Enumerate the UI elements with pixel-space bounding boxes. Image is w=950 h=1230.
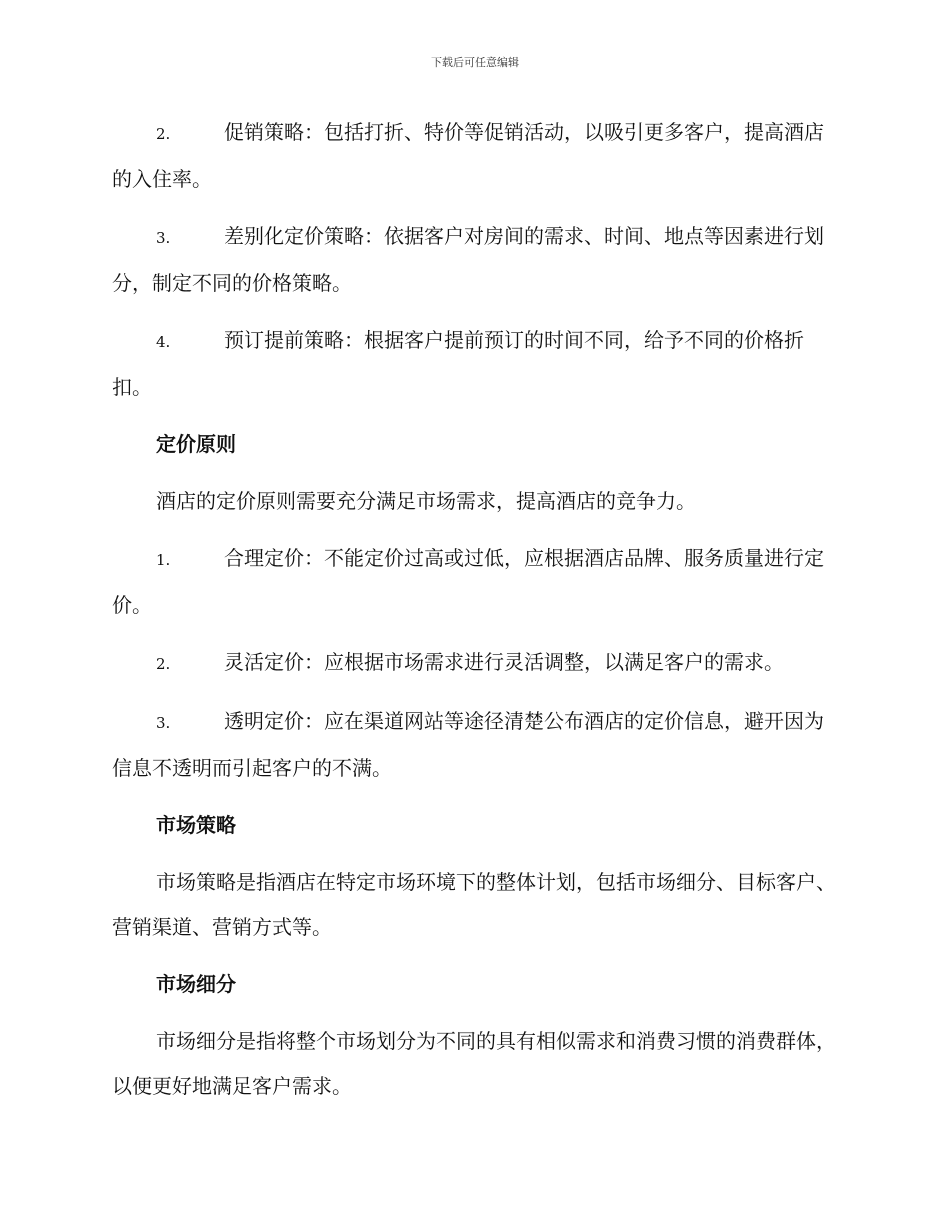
header-note: 下载后可任意编辑: [431, 56, 519, 69]
list-text: 差别化定价策略：依据客户对房间的需求、时间、地点等因素进行划分，制定不同的价格策略。: [112, 224, 824, 295]
list-item: [112, 214, 837, 306]
list-item: [112, 318, 837, 410]
list-item: [112, 640, 837, 687]
list-text: 透明定价：应在渠道网站等途径清楚公布酒店的定价信息，避开因为信息不透明而引起客户的不满。: [112, 709, 824, 780]
section-heading: 市场策略: [156, 813, 236, 837]
list-item: [112, 699, 837, 791]
list-text: 预订提前策略：根据客户提前预订的时间不同，给予不同的价格折扣。: [112, 328, 804, 399]
list-number: 2.: [156, 125, 171, 143]
list-item: [112, 110, 837, 202]
list-text: 灵活定价：应根据市场需求进行灵活调整，以满足客户的需求。: [224, 650, 784, 674]
paragraph: 市场细分是指将整个市场划分为不同的具有相似需求和消费习惯的消费群体，以便更好地满足客户需求。: [112, 1029, 836, 1098]
document-body: [112, 110, 837, 1121]
list-text: 促销策略：包括打折、特价等促销活动，以吸引更多客户，提高酒店的入住率。: [112, 120, 824, 191]
list-number: 3.: [156, 229, 171, 247]
section-heading: 定价原则: [156, 432, 236, 456]
list-number: 4.: [156, 333, 171, 351]
paragraph: 市场策略是指酒店在特定市场环境下的整体计划，包括市场细分、目标客户、营销渠道、营销方式等。: [112, 870, 836, 939]
list-text: 合理定价：不能定价过高或过低，应根据酒店品牌、服务质量进行定价。: [112, 546, 824, 617]
list-number: 2.: [156, 655, 171, 673]
list-number: 1.: [156, 551, 171, 569]
section-heading: 市场细分: [156, 972, 236, 996]
paragraph: 酒店的定价原则需要充分满足市场需求，提高酒店的竞争力。: [156, 489, 696, 513]
list-item: [112, 536, 837, 628]
list-number: 3.: [156, 714, 171, 732]
